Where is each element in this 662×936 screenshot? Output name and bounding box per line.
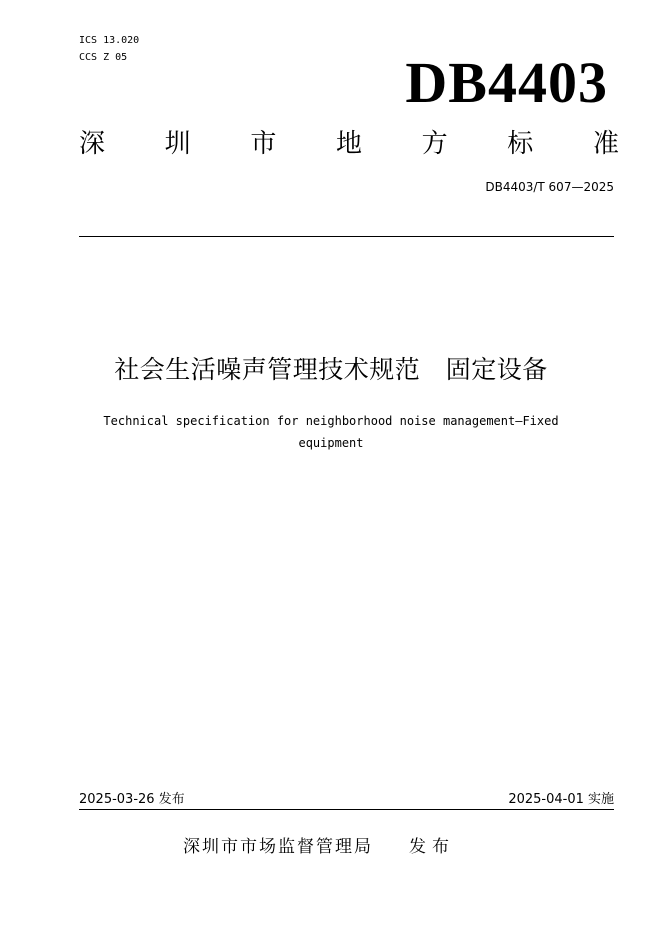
footer-divider (79, 809, 614, 810)
standard-type-char: 市 (250, 129, 277, 159)
title-chinese: 社会生活噪声管理技术规范 固定设备 (114, 355, 548, 384)
implementation-date: 2025-04-01 实施 (508, 792, 614, 807)
standard-type-char: 标 (507, 129, 534, 159)
issuer-line (183, 835, 455, 859)
standard-type-char: 方 (421, 129, 448, 159)
standard-number: DB4403/T 607—2025 (485, 180, 614, 194)
header-divider (79, 236, 614, 237)
issuing-agency: 深圳市市场监督管理局 (183, 837, 373, 857)
standard-type-char: 地 (335, 129, 362, 159)
ics-code: ICS 13.020 (79, 35, 140, 46)
standard-type-char: 深 (79, 129, 106, 159)
standard-type (79, 126, 619, 162)
issue-action: 发布 (409, 837, 455, 857)
title-english: Technical specification for neighborhood noise management—Fixed equipment (103, 414, 559, 450)
standard-type-char: 准 (592, 129, 619, 159)
standard-type-char: 圳 (164, 129, 191, 159)
standard-code: DB4403 (405, 50, 608, 115)
issue-date: 2025-03-26 发布 (79, 792, 185, 807)
ccs-code: CCS Z 05 (79, 52, 128, 63)
classification-block (79, 32, 139, 66)
